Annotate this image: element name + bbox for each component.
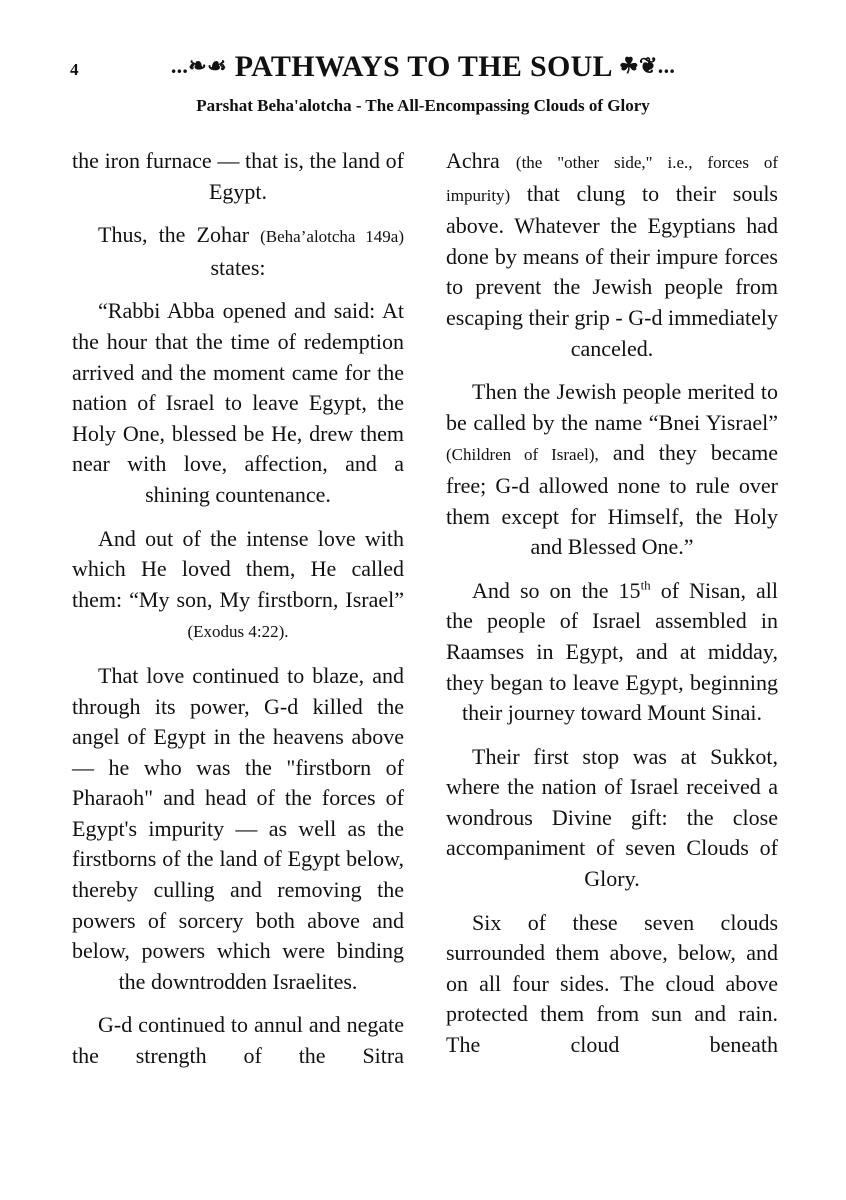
title-ornament-right: ☘❦... — [619, 53, 676, 78]
paragraph-text: states: — [210, 254, 266, 280]
paragraph-text: that clung to their souls above. Whatever the Egyptians had done by means of their impure forces to prevent the Jewish people from escaping their grip - G-d immediately canceled. — [446, 180, 778, 361]
gloss: (the "other side," i.e., forces of impurity) — [446, 153, 778, 205]
paragraph: “Rabbi Abba opened and said: At the hour that the time of redemption arrived and the moment came for the nation of Israel to leave Egypt, the Holy One, blessed be He, drew them near with love, affection, and a shining countenance. — [72, 298, 404, 507]
right-column — [446, 146, 778, 1074]
paragraph-text: Thus, the Zohar — [98, 222, 261, 248]
left-column — [72, 146, 404, 1085]
book-title: PATHWAYS TO THE SOUL — [234, 50, 612, 83]
paragraph-text: And out of the intense love with which He loved them, He called them: “My son, My firstborn, Israel” — [72, 525, 404, 612]
paragraph-text: And so on the 15 — [472, 577, 641, 603]
paragraph-text: and they became free; G-d allowed none to rule over them except for Himself, the Holy and Blessed One.” — [446, 440, 778, 560]
ordinal-suffix: th — [640, 577, 651, 593]
running-title — [0, 50, 846, 84]
source-reference: (Exodus 4:22). — [187, 622, 289, 642]
title-ornament-left: ...❧☙ — [170, 53, 227, 78]
gloss: (Children of Israel), — [446, 445, 599, 465]
page-number: 4 — [70, 60, 79, 79]
paragraph: That love continued to blaze, and through its power, G-d killed the angel of Egypt in the heavens above — he who was the "firstborn of Pharaoh" and head of the forces of Egypt's impurity — as well as the firstborns of the land of Egypt below, thereby culling and removing the powers of sorcery both above and below, powers which were binding the downtrodden Israelites. — [72, 662, 404, 994]
paragraph — [446, 576, 778, 729]
paragraph — [72, 220, 404, 283]
chapter-subtitle: Parshat Beha'alotcha - The All-Encompassing Clouds of Glory — [196, 96, 650, 115]
paragraph — [446, 377, 778, 563]
paragraph: the iron furnace — that is, the land of Egypt. — [72, 148, 404, 204]
paragraph-text: of Nisan, all the people of Israel assembled in Raamses in Egypt, and at midday, they began to leave Egypt, beginning their journey toward Mount Sinai. — [446, 577, 778, 726]
paragraph: G-d continued to annul and negate the strength of the Sitra — [72, 1012, 404, 1069]
paragraph: Six of these seven clouds surrounded them above, below, and on all four sides. The cloud above protected them from sun and rain. The cloud beneath — [446, 909, 778, 1058]
paragraph — [446, 146, 778, 364]
paragraph-text: Then the Jewish people merited to be called by the name “Bnei Yisrael” — [446, 379, 778, 435]
paragraph: Their first stop was at Sukkot, where the nation of Israel received a wondrous Divine gift: the close accompaniment of seven Clouds of Glory. — [446, 743, 778, 892]
paragraph — [72, 524, 404, 648]
paragraph-text: Achra — [446, 148, 516, 173]
source-reference: (Beha’alotcha 149a) — [260, 227, 405, 247]
